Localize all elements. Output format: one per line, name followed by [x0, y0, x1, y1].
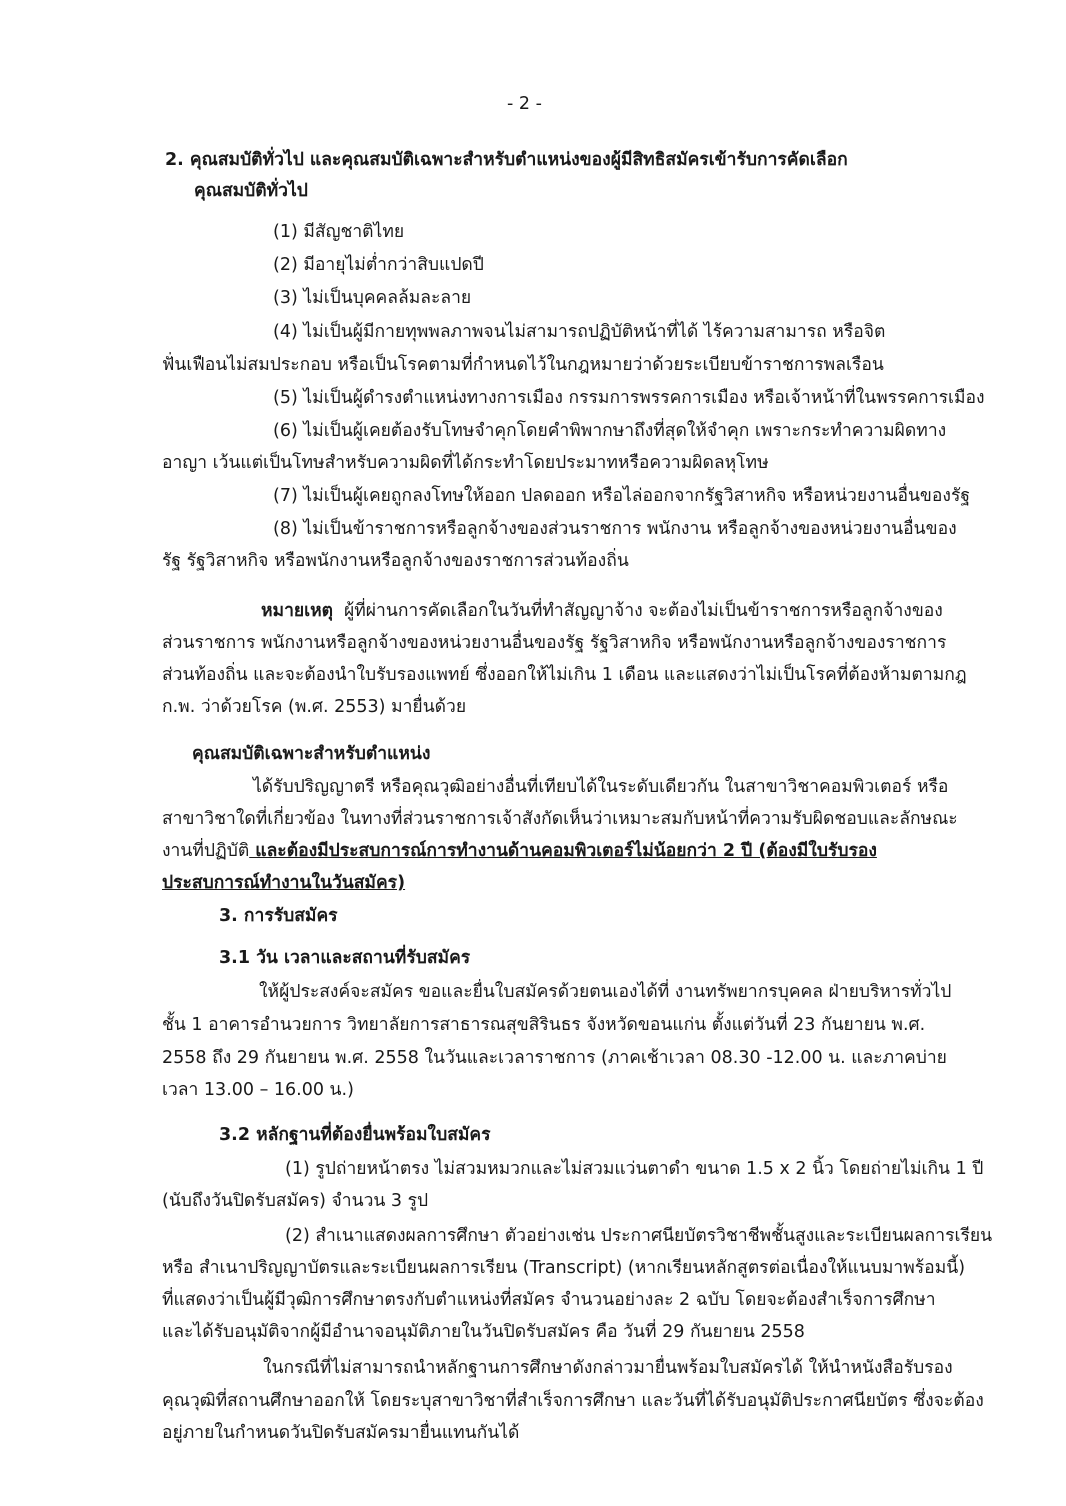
qualification-item-continued: อาญา เว้นแต่เป็นโทษสำหรับความผิดที่ได้กระทำโดยประมาทหรือความผิดลหุโทษ — [162, 453, 769, 473]
experience-requirement: และต้องมีประสบการณ์การทำงานด้านคอมพิวเตอร์ไม่น้อยกว่า 2 ปี (ต้องมีใบรับรอง — [249, 841, 877, 861]
section-3-1-line: 2558 ถึง 29 กันยายน พ.ศ. 2558 ในวันและเวลาราชการ (ภาคเช้าเวลา 08.30 -12.00 น. และภาคบ่าย — [162, 1048, 947, 1068]
section-3-1-line: ชั้น 1 อาคารอำนวยการ วิทยาลัยการสาธารณสุขสิรินธร จังหวัดขอนแก่น ตั้งแต่วันที่ 23 กันยายน พ.ศ. — [162, 1015, 926, 1035]
qualification-item: (5) ไม่เป็นผู้ดำรงตำแหน่งทางการเมือง กรรมการพรรคการเมือง หรือเจ้าหน้าที่ในพรรคการเมือง — [273, 388, 985, 408]
section-3-2-line: และได้รับอนุมัติจากผู้มีอำนาจอนุมัติภายในวันปิดรับสมัคร คือ วันที่ 29 กันยายน 2558 — [162, 1322, 805, 1342]
note-line: ก.พ. ว่าด้วยโรค (พ.ศ. 2553) มายื่นด้วย — [162, 697, 467, 717]
section-3-1-line: เวลา 13.00 – 16.00 น.) — [162, 1080, 354, 1100]
qualification-item: (4) ไม่เป็นผู้มีกายทุพพลภาพจนไม่สามารถปฏิบัติหน้าที่ได้ ไร้ความสามารถ หรือจิต — [273, 322, 886, 342]
qualification-item: (2) มีอายุไม่ต่ำกว่าสิบแปดปี — [273, 255, 484, 275]
section-3-2-line: คุณวุฒิที่สถานศึกษาออกให้ โดยระบุสาขาวิชาที่สำเร็จการศึกษา และวันที่ได้รับอนุมัติประกาศนียบัตร ซึ่งจะต้อง — [162, 1391, 984, 1411]
section-3-1-line: ให้ผู้ประสงค์จะสมัคร ขอและยื่นใบสมัครด้วยตนเองได้ที่ งานทรัพยากรบุคคล ฝ่ายบริหารทั่วไป — [259, 982, 952, 1002]
section-3-2-line: ที่แสดงว่าเป็นผู้มีวุฒิการศึกษาตรงกับตำแหน่งที่สมัคร จำนวนอย่างละ 2 ฉบับ โดยจะต้องสำเร็จการศึกษา — [162, 1290, 936, 1310]
qualification-item: (8) ไม่เป็นข้าราชการหรือลูกจ้างของส่วนราชการ พนักงาน หรือลูกจ้างของหน่วยงานอื่นของ — [273, 519, 957, 539]
section-3-2-line: (2) สำเนาแสดงผลการศึกษา ตัวอย่างเช่น ประกาศนียบัตรวิชาชีพชั้นสูงและระเบียนผลการเรียน — [285, 1226, 993, 1246]
specific-qualifications-title: คุณสมบัติเฉพาะสำหรับตำแหน่ง — [192, 744, 431, 764]
qualification-item-continued: ฟั่นเฟือนไม่สมประกอบ หรือเป็นโรคตามที่กำหนดไว้ในกฎหมายว่าด้วยระเบียบข้าราชการพลเรือน — [162, 355, 884, 375]
section-3-heading: 3. การรับสมัคร — [219, 906, 338, 926]
qualification-item: (6) ไม่เป็นผู้เคยต้องรับโทษจำคุกโดยคำพิพากษาถึงที่สุดให้จำคุก เพราะกระทำความผิดทาง — [273, 421, 947, 441]
section-3-2-line: อยู่ภายในกำหนดวันปิดรับสมัครมายื่นแทนกันได้ — [162, 1423, 520, 1443]
qualification-item-continued: รัฐ รัฐวิสาหกิจ หรือพนักงานหรือลูกจ้างของราชการส่วนท้องถิ่น — [162, 551, 629, 571]
note-line: ส่วนราชการ พนักงานหรือลูกจ้างของหน่วยงานอื่นของรัฐ รัฐวิสาหกิจ หรือพนักงานหรือลูกจ้างของราชการ — [162, 633, 947, 653]
qualification-item: (1) มีสัญชาติไทย — [273, 222, 405, 242]
specific-qualifications-line: สาขาวิชาใดที่เกี่ยวข้อง ในทางที่ส่วนราชการเจ้าสังกัดเห็นว่าเหมาะสมกับหน้าที่ความรับผิดชอบและลักษณะ — [162, 809, 958, 829]
specific-qualifications-line — [162, 843, 877, 861]
section-2-heading: 2. คุณสมบัติทั่วไป และคุณสมบัติเฉพาะสำหรับตำแหน่งของผู้มีสิทธิสมัครเข้ารับการคัดเลือก — [165, 150, 848, 170]
section-3-1-heading: 3.1 วัน เวลาและสถานที่รับสมัคร — [219, 948, 471, 968]
section-3-2-line: ในกรณีที่ไม่สามารถนำหลักฐานการศึกษาดังกล่าวมายื่นพร้อมใบสมัครได้ ให้นำหนังสือรับรอง — [263, 1358, 953, 1378]
section-3-2-line: (นับถึงวันปิดรับสมัคร) จำนวน 3 รูป — [162, 1191, 429, 1211]
section-3-2-heading: 3.2 หลักฐานที่ต้องยื่นพร้อมใบสมัคร — [219, 1125, 491, 1145]
note-line: ผู้ที่ผ่านการคัดเลือกในวันที่ทำสัญญาจ้าง จะต้องไม่เป็นข้าราชการหรือลูกจ้างของ — [344, 601, 943, 621]
experience-requirement-continued: ประสบการณ์ทำงานในวันสมัคร) — [162, 873, 406, 893]
note-label: หมายเหตุ — [261, 601, 334, 621]
specific-plain-text: งานที่ปฏิบัติ — [162, 841, 250, 861]
note-line: ส่วนท้องถิ่น และจะต้องนำใบรับรองแพทย์ ซึ่งออกให้ไม่เกิน 1 เดือน และแสดงว่าไม่เป็นโรคที่ต้องห้ามตามกฎ — [162, 665, 967, 685]
section-3-2-line: (1) รูปถ่ายหน้าตรง ไม่สวมหมวกและไม่สวมแว่นตาดำ ขนาด 1.5 x 2 นิ้ว โดยถ่ายไม่เกิน 1 ปี — [285, 1159, 984, 1179]
section-3-2-line: หรือ สำเนาปริญญาบัตรและระเบียนผลการเรียน (Transcript) (หากเรียนหลักสูตรต่อเนื่องให้แนบมาพร้อมนี้) — [162, 1258, 966, 1278]
general-qualifications-title: คุณสมบัติทั่วไป — [194, 181, 308, 201]
specific-qualifications-line: ได้รับปริญญาตรี หรือคุณวุฒิอย่างอื่นที่เทียบได้ในระดับเดียวกัน ในสาขาวิชาคอมพิวเตอร์ หรือ — [253, 777, 949, 797]
qualification-item: (7) ไม่เป็นผู้เคยถูกลงโทษให้ออก ปลดออก หรือไล่ออกจากรัฐวิสาหกิจ หรือหน่วยงานอื่นของรัฐ — [273, 486, 971, 506]
page-number: - 2 - — [507, 94, 542, 114]
qualification-item: (3) ไม่เป็นบุคคลล้มละลาย — [273, 288, 472, 308]
